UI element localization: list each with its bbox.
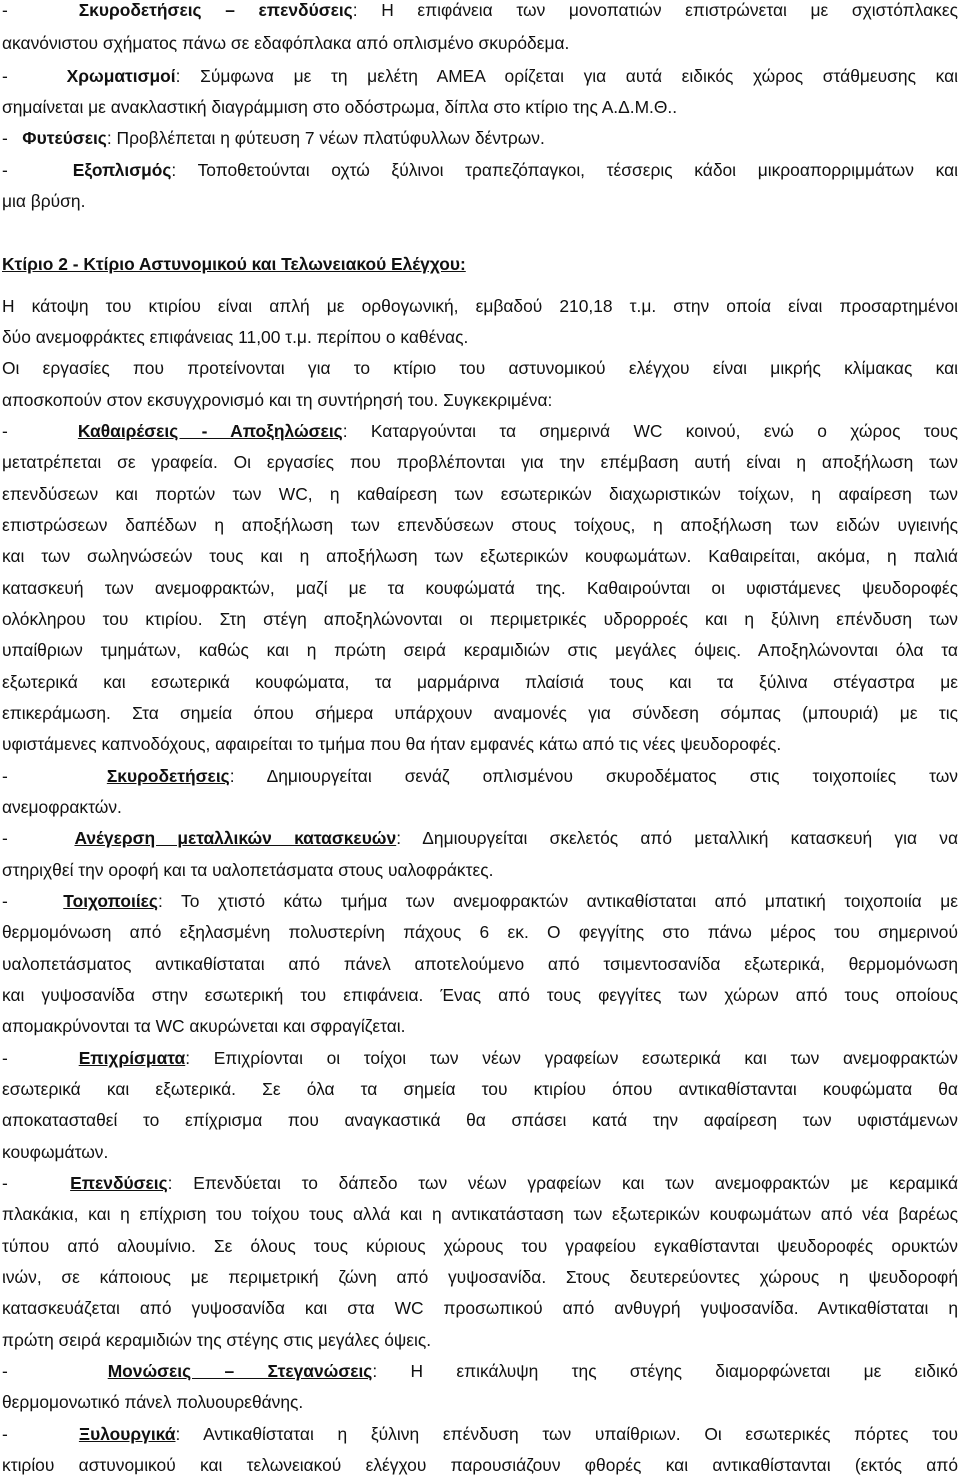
text-run: στηριχθεί την οροφή και τα υαλοπετάσματα στους υαλοφράκτες. bbox=[2, 860, 494, 880]
text-line bbox=[2, 1267, 958, 1287]
text-run: ινών, σε κάποιους με περιμετρική ζώνη από γυψοσανίδα. Στους δευτερεύοντες χώρους η ψευδοροφή bbox=[2, 1267, 958, 1287]
text-line bbox=[2, 828, 958, 848]
text-run: μια βρύση. bbox=[2, 191, 86, 211]
text-line bbox=[2, 1048, 958, 1068]
text-run: : Τοποθετούνται οχτώ ξύλινοι τραπεζόπαγκοι, τέσσερις κάδοι μικροαπορριμμάτων και bbox=[171, 160, 958, 180]
text-line bbox=[2, 1392, 958, 1412]
text-line bbox=[2, 390, 958, 410]
text-run: επικεράμωση. Στα σημεία όπου σήμερα υπάρχουν αναμονές για σύνδεση σόμπας (μπουριά) με τις bbox=[2, 703, 958, 723]
text-line bbox=[2, 922, 958, 942]
text-run: επενδύσεων και πορτών των WC, η καθαίρεση των εσωτερικών διαχωριστικών τοίχων, η αφαίρεση των bbox=[2, 484, 958, 504]
text-run: υφιστάμενες καπνοδόχους, αφαιρείται το τμήμα που θα ήταν εμφανές κάτω από τις νέες ψευδοροφές. bbox=[2, 734, 782, 754]
text-run: αποσκοπούν στον εκσυγχρονισμό και τη συντήρησή του. Συγκεκριμένα: bbox=[2, 390, 553, 410]
text-run: Οι εργασίες που προτείνονται για το κτίριο του αστυνομικού ελέγχου είναι μικρής κλίμακας και bbox=[2, 358, 958, 378]
text-line bbox=[2, 0, 958, 20]
text-run: κτιρίου αστυνομικού και τελωνειακού ελέγχου παρουσιάζουν φθορές και αντικαθίστανται (εκτός από bbox=[2, 1455, 958, 1475]
bold-term: Μονώσεις – Στεγανώσεις bbox=[107, 1361, 373, 1381]
text-run: : Σύμφωνα με τη μελέτη ΑΜΕΑ ορίζεται για αυτά ειδικός χώρος στάθμευσης και bbox=[175, 66, 958, 86]
bold-term: Σκυροδετήσεις – επενδύσεις bbox=[78, 0, 353, 20]
text-run: ακανόνιστου σχήματος πάνω σε εδαφόπλακα από οπλισμένο σκυρόδεμα. bbox=[2, 33, 570, 53]
bold-term: Τοιχοποιίες bbox=[63, 891, 158, 911]
text-line bbox=[2, 452, 958, 472]
bold-term: Καθαιρέσεις - Αποξηλώσεις bbox=[77, 421, 343, 441]
text-run: - bbox=[2, 891, 64, 911]
text-run: Η κάτοψη του κτιρίου είναι απλή με ορθογωνική, εμβαδού 210,18 τ.μ. στην οποία είναι προσαρτημένοι bbox=[2, 296, 958, 316]
text-run: : Επιχρίονται οι τοίχοι των νέων γραφείων εσωτερικά και των ανεμοφρακτών bbox=[185, 1048, 958, 1068]
bold-term: Σκυροδετήσεις bbox=[106, 766, 230, 786]
text-run: - bbox=[2, 128, 23, 148]
text-run: και γυψοσανίδα στην εσωτερική του επιφάνεια. Ένας από τους φεγγίτες των χώρων από τους οποίους bbox=[2, 985, 958, 1005]
text-run: : Δημιουργείται σκελετός από μεταλλική κατασκευή για να bbox=[396, 828, 958, 848]
text-run: πρώτη σειρά κεραμιδιών της στέγης στις μεγάλες όψεις. bbox=[2, 1330, 432, 1350]
text-line bbox=[2, 1236, 958, 1256]
text-line bbox=[2, 358, 958, 378]
text-run: : Αντικαθίσταται η ξύλινη επένδυση των υπαίθριων. Οι εσωτερικές πόρτες του bbox=[175, 1424, 958, 1444]
text-line bbox=[2, 578, 958, 598]
text-line bbox=[2, 609, 958, 629]
text-line bbox=[2, 1110, 958, 1130]
text-line bbox=[2, 1361, 958, 1381]
text-line bbox=[2, 672, 958, 692]
text-line bbox=[2, 1016, 958, 1036]
text-line bbox=[2, 1455, 958, 1475]
text-run: - bbox=[2, 766, 107, 786]
text-run: αποκατασταθεί το επίχρισμα που αναγκαστικά θα σπάσει κατά την αφαίρεση των υφιστάμενων bbox=[2, 1110, 958, 1130]
text-run: : Καταργούνται τα σημερινά WC κοινού, ενώ ο χώρος τους bbox=[342, 421, 958, 441]
text-run: - bbox=[2, 1424, 79, 1444]
text-run: - bbox=[2, 66, 67, 86]
text-run: επιστρώσεων δαπέδων η αποξήλωση των επενδύσεων στους τοίχους, η αποξήλωση των ειδών υγιεινής bbox=[2, 515, 958, 535]
bold-term: Επενδύσεις bbox=[70, 1173, 168, 1193]
text-run: ανεμοφρακτών. bbox=[2, 797, 122, 817]
text-run: - bbox=[2, 828, 75, 848]
text-line bbox=[2, 1424, 958, 1444]
text-line bbox=[2, 421, 958, 441]
text-line bbox=[2, 191, 958, 211]
text-line bbox=[2, 985, 958, 1005]
text-run: υαλοπετάσματος αντικαθίσταται από πάνελ αποτελούμενο από τσιμεντοσανίδα εξωτερικά, θερμομόνωση bbox=[2, 954, 958, 974]
text-run: πλακάκια, και η επίχριση του τοίχου τους αλλά και η αντικατάσταση των εξωτερικών κουφωμάτων από νέα βαρέως bbox=[2, 1204, 958, 1224]
text-run: κατασκευάζεται από γυψοσανίδα και στα WC προσωπικού από ανθυγρή γυψοσανίδα. Αντικαθίσταται η bbox=[2, 1298, 958, 1318]
text-line bbox=[2, 97, 958, 117]
text-line bbox=[2, 546, 958, 566]
text-line bbox=[2, 1079, 958, 1099]
text-line bbox=[2, 860, 958, 880]
text-line bbox=[2, 66, 958, 86]
text-run: - bbox=[2, 421, 78, 441]
text-run: - bbox=[2, 1048, 79, 1068]
bold-term: Επιχρίσματα bbox=[78, 1048, 186, 1068]
text-line bbox=[2, 954, 958, 974]
text-line bbox=[2, 160, 958, 180]
text-line bbox=[2, 296, 958, 316]
text-run: δύο ανεμοφράκτες επιφάνειας 11,00 τ.μ. περίπου ο καθένας. bbox=[2, 327, 469, 347]
text-run: θερμομονωτικό πάνελ πολυουρεθάνης. bbox=[2, 1392, 304, 1412]
text-run: ολόκληρου του κτιρίου. Στη στέγη αποξηλώνονται οι περιμετρικές υδρορροές και η ξύλινη επένδυση των bbox=[2, 609, 958, 629]
text-line bbox=[2, 33, 958, 53]
text-line bbox=[2, 766, 958, 786]
text-run: κουφωμάτων. bbox=[2, 1142, 109, 1162]
text-line bbox=[2, 128, 958, 148]
text-line bbox=[2, 1298, 958, 1318]
text-run: τύπου από αλουμίνιο. Σε όλους τους κύριους χώρους του γραφείου εγκαθίστανται ψευδοροφές ορυκτών bbox=[2, 1236, 958, 1256]
text-run: θερμομόνωση από εξηλασμένη πολυστερίνη πάχους 6 εκ. Ο φεγγίτης στο πάνω μέρος του σημερινού bbox=[2, 922, 958, 942]
text-line bbox=[2, 797, 958, 817]
text-line bbox=[2, 515, 958, 535]
text-run: : Δημιουργείται σενάζ οπλισμένου σκυροδέματος στις τοιχοποιίες των bbox=[229, 766, 958, 786]
text-line bbox=[2, 1173, 958, 1193]
text-run: - bbox=[2, 1361, 108, 1381]
text-line bbox=[2, 891, 958, 911]
text-run: - bbox=[2, 160, 73, 180]
text-run: και των σωληνώσεών τους και η αποξήλωση των εξωτερικών κουφωμάτων. Καθαιρείται, ακόμα, η παλιά bbox=[2, 546, 958, 566]
text-line bbox=[2, 484, 958, 504]
text-run: κατασκευή των ανεμοφρακτών, μαζί με τα κουφώματά της. Καθαιρούνται οι υφιστάμενες ψευδοροφές bbox=[2, 578, 958, 598]
text-line bbox=[2, 1204, 958, 1224]
text-run: - bbox=[2, 0, 79, 20]
text-line bbox=[2, 734, 958, 754]
text-run: μετατρέπεται σε γραφεία. Οι εργασίες που προβλέπονται για την επέμβαση αυτή είναι η αποξήλωση των bbox=[2, 452, 958, 472]
text-line bbox=[2, 1330, 958, 1350]
text-run: - bbox=[2, 1173, 71, 1193]
text-run: : Επενδύεται το δάπεδο των νέων γραφείων και των ανεμοφρακτών με κεραμικά bbox=[167, 1173, 958, 1193]
text-line bbox=[2, 703, 958, 723]
text-run: απομακρύνονται τα WC ακυρώνεται και σφραγίζεται. bbox=[2, 1016, 406, 1036]
text-run: σημαίνεται με ανακλαστική διαγράμμιση στο οδόστρωμα, δίπλα στο κτίριο της Α.Δ.Μ.Θ.. bbox=[2, 97, 678, 117]
text-line bbox=[2, 327, 958, 347]
bold-term: Ξυλουργικά bbox=[78, 1424, 176, 1444]
text-run: εσωτερικά και εξωτερικά. Σε όλα τα σημεία του κτιρίου όπου αντικαθίστανται κουφώματα θα bbox=[2, 1079, 958, 1099]
text-run: εξωτερικά και εσωτερικά κουφώματα, τα μαρμάρινα πλαίσιά τους και τα ξύλινα στέγαστρα με bbox=[2, 672, 958, 692]
bold-term: Εξοπλισμός bbox=[72, 160, 172, 180]
bold-term: Φυτεύσεις bbox=[22, 128, 107, 148]
section-heading bbox=[2, 254, 958, 274]
text-run: : Η επικάλυψη της στέγης διαμορφώνεται με ειδικό bbox=[372, 1361, 958, 1381]
text-run: υπαίθριων τμημάτων, καθώς και η πρώτη σειρά κεραμιδιών στις μεγάλες όψεις. Αποξηλώνονται όλα τα bbox=[2, 640, 958, 660]
text-run: : Η επιφάνεια των μονοπατιών επιστρώνεται με σχιστόπλακες bbox=[352, 0, 958, 20]
text-line bbox=[2, 640, 958, 660]
text-run: : Προβλέπεται η φύτευση 7 νέων πλατύφυλλων δέντρων. bbox=[106, 128, 545, 148]
bold-term: Ανέγερση μεταλλικών κατασκευών bbox=[74, 828, 397, 848]
text-run: : Το χτιστό κάτω τμήμα των ανεμοφρακτών αντικαθίσταται από μπατική τοιχοποιία με bbox=[157, 891, 958, 911]
heading-text: Κτίριο 2 - Κτίριο Αστυνομικού και Τελωνειακού Ελέγχου: bbox=[2, 254, 466, 274]
bold-term: Χρωματισμοί bbox=[66, 66, 176, 86]
text-line bbox=[2, 1142, 958, 1162]
